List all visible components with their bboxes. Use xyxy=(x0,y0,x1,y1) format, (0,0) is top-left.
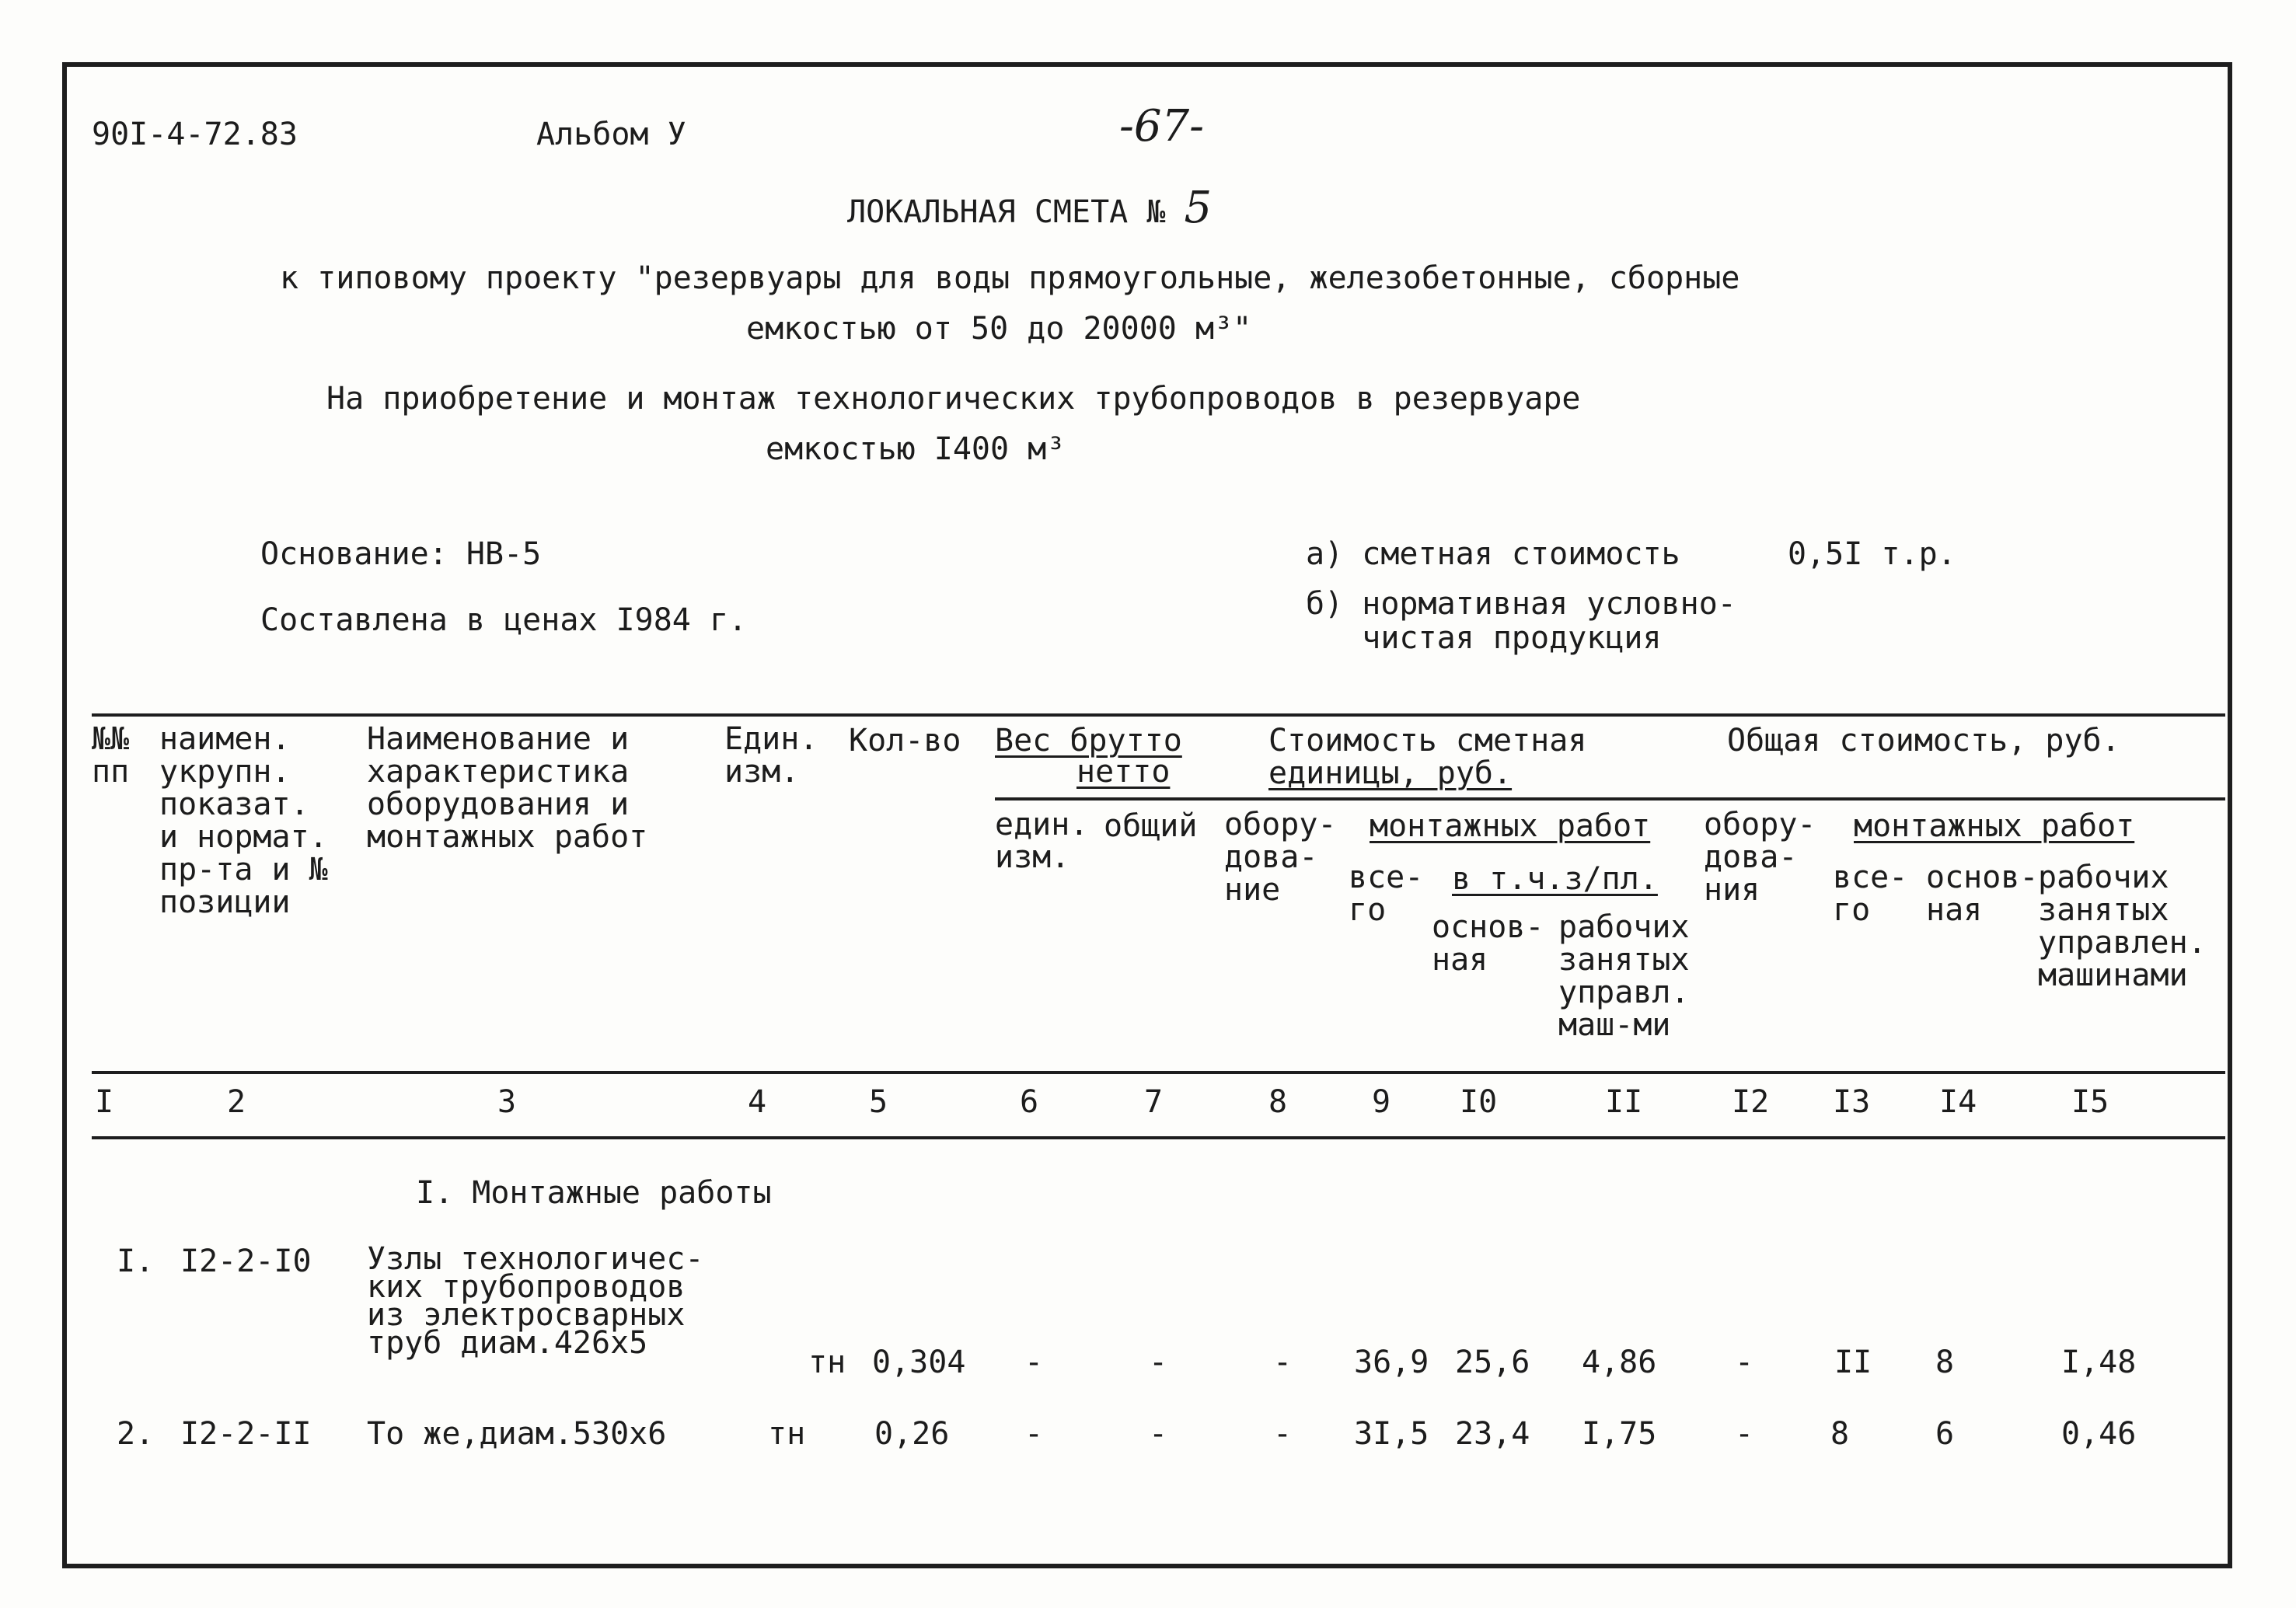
hdr-mont-unit: монтажных работ xyxy=(1370,808,1651,844)
doc-title xyxy=(847,183,1213,233)
hdr-col2: наимен. укрупн. показат. и нормат. пр-та и № позиции xyxy=(159,721,328,920)
row1-w-unit: - xyxy=(1024,1345,1044,1380)
row1-code: I2-2-I0 xyxy=(180,1243,312,1279)
row1-m-base: 25,6 xyxy=(1455,1345,1530,1380)
colnum-5: 5 xyxy=(869,1084,888,1120)
hdr-col14: основ- ная xyxy=(1926,860,2039,928)
section-title: I. Монтажные работы xyxy=(416,1175,772,1211)
hdr-col5: Кол-во xyxy=(849,723,961,759)
hdr-col9: все- го xyxy=(1349,860,1424,928)
row1-equip: - xyxy=(1273,1345,1293,1380)
row1-name: Узлы технологичес- ких трубопроводов из электросварных труб диам.426х5 xyxy=(367,1241,704,1361)
row2-t-total: 8 xyxy=(1830,1416,1850,1452)
hdr-col11: рабочих занятых управл. маш-ми xyxy=(1558,909,1690,1043)
header-mid-rule xyxy=(995,797,2225,801)
colnum-4: 4 xyxy=(748,1084,767,1120)
page-number: -67- xyxy=(1119,101,1205,152)
purpose-line1: На приобретение и монтаж технологических трубопроводов в резервуаре xyxy=(326,381,1581,417)
colnum-8: 8 xyxy=(1268,1084,1288,1120)
row2-code: I2-2-II xyxy=(180,1416,312,1452)
row2-unit: тн xyxy=(768,1416,806,1452)
product-label: б) нормативная условно- чистая продукция xyxy=(1306,586,1736,656)
row2-m-base: 23,4 xyxy=(1455,1416,1530,1452)
row1-m-mach: 4,86 xyxy=(1582,1345,1657,1380)
colnum-13: I3 xyxy=(1833,1084,1871,1120)
hdr-col10: основ- ная xyxy=(1432,909,1544,978)
row2-t-equip: - xyxy=(1735,1416,1754,1452)
colnum-12: I2 xyxy=(1732,1084,1770,1120)
hdr-weight-brutto: Вес брутто xyxy=(995,723,1182,759)
colnum-15: I5 xyxy=(2071,1084,2109,1120)
colnum-3: 3 xyxy=(497,1084,517,1120)
hdr-col7: общий xyxy=(1104,808,1198,844)
colnum-10: I0 xyxy=(1460,1084,1498,1120)
cost-label: а) сметная стоимость xyxy=(1306,536,1680,572)
colnum-11: II xyxy=(1605,1084,1643,1120)
row1-t-equip: - xyxy=(1735,1345,1754,1380)
row2-name: То же,диам.530х6 xyxy=(367,1416,667,1452)
cost-value: 0,5I т.р. xyxy=(1788,536,1956,572)
row2-equip: - xyxy=(1273,1416,1293,1452)
doc-code: 90I-4-72.83 xyxy=(92,117,298,152)
row1-w-total: - xyxy=(1149,1345,1168,1380)
subtitle-line1: к типовому проекту "резервуары для воды прямоугольные, железобетонные, сборные xyxy=(280,260,1740,296)
row1-m-total: 36,9 xyxy=(1354,1345,1429,1380)
colnum-9: 9 xyxy=(1372,1084,1391,1120)
hdr-col13: все- го xyxy=(1833,860,1908,928)
row1-num: I. xyxy=(117,1243,155,1279)
row2-t-mach: 0,46 xyxy=(2061,1416,2137,1452)
purpose-line2: емкостью I400 м³ xyxy=(766,431,1066,467)
hdr-incl-zp: в т.ч.з/пл. xyxy=(1452,861,1658,897)
hdr-total-cost: Общая стоимость, руб. xyxy=(1727,723,2120,759)
hdr-col6: един. изм. xyxy=(995,807,1089,875)
table-top-rule xyxy=(92,713,2225,717)
row1-t-base: 8 xyxy=(1935,1345,1955,1380)
colnum-1: I xyxy=(95,1084,114,1120)
row1-t-total: II xyxy=(1834,1345,1872,1380)
hdr-mont-total: монтажных работ xyxy=(1854,808,2135,844)
row2-w-total: - xyxy=(1149,1416,1168,1452)
row2-m-total: 3I,5 xyxy=(1354,1416,1429,1452)
row2-m-mach: I,75 xyxy=(1582,1416,1657,1452)
row2-t-base: 6 xyxy=(1935,1416,1955,1452)
hdr-col12: обору- дова- ния xyxy=(1704,807,1816,908)
hdr-col15: рабочих занятых управлен. машинами xyxy=(2038,860,2207,993)
header-bottom-rule xyxy=(92,1071,2225,1074)
hdr-col1: №№ пп xyxy=(92,721,130,790)
doc-title-prefix: ЛОКАЛЬНАЯ СМЕТА № xyxy=(847,194,1166,230)
doc-title-number: 5 xyxy=(1184,183,1213,233)
hdr-unit-cost: Стоимость сметная xyxy=(1268,723,1587,759)
hdr-unit-cost-sub: единицы, руб. xyxy=(1268,755,1513,791)
colnum-7: 7 xyxy=(1144,1084,1164,1120)
hdr-col3: Наименование и характеристика оборудования и монтажных работ xyxy=(367,721,648,855)
colnum-14: I4 xyxy=(1939,1084,1977,1120)
row1-t-mach: I,48 xyxy=(2061,1345,2137,1380)
colnum-bottom-rule xyxy=(92,1136,2225,1139)
row1-unit: тн xyxy=(808,1345,846,1380)
basis-prices: Составлена в ценах I984 г. xyxy=(260,602,748,638)
row2-num: 2. xyxy=(117,1416,155,1452)
basis-osnovanie: Основание: НВ-5 xyxy=(260,536,542,572)
row1-qty: 0,304 xyxy=(872,1345,966,1380)
album-label: Альбом У xyxy=(536,117,686,152)
row2-qty: 0,26 xyxy=(874,1416,950,1452)
hdr-col8: обору- дова- ние xyxy=(1224,807,1337,908)
subtitle-line2: емкостью от 50 до 20000 м³" xyxy=(746,311,1252,347)
colnum-2: 2 xyxy=(227,1084,246,1120)
colnum-6: 6 xyxy=(1020,1084,1039,1120)
hdr-weight-netto: нетто xyxy=(1076,754,1171,790)
hdr-col4: Един. изм. xyxy=(724,721,818,790)
row2-w-unit: - xyxy=(1024,1416,1044,1452)
